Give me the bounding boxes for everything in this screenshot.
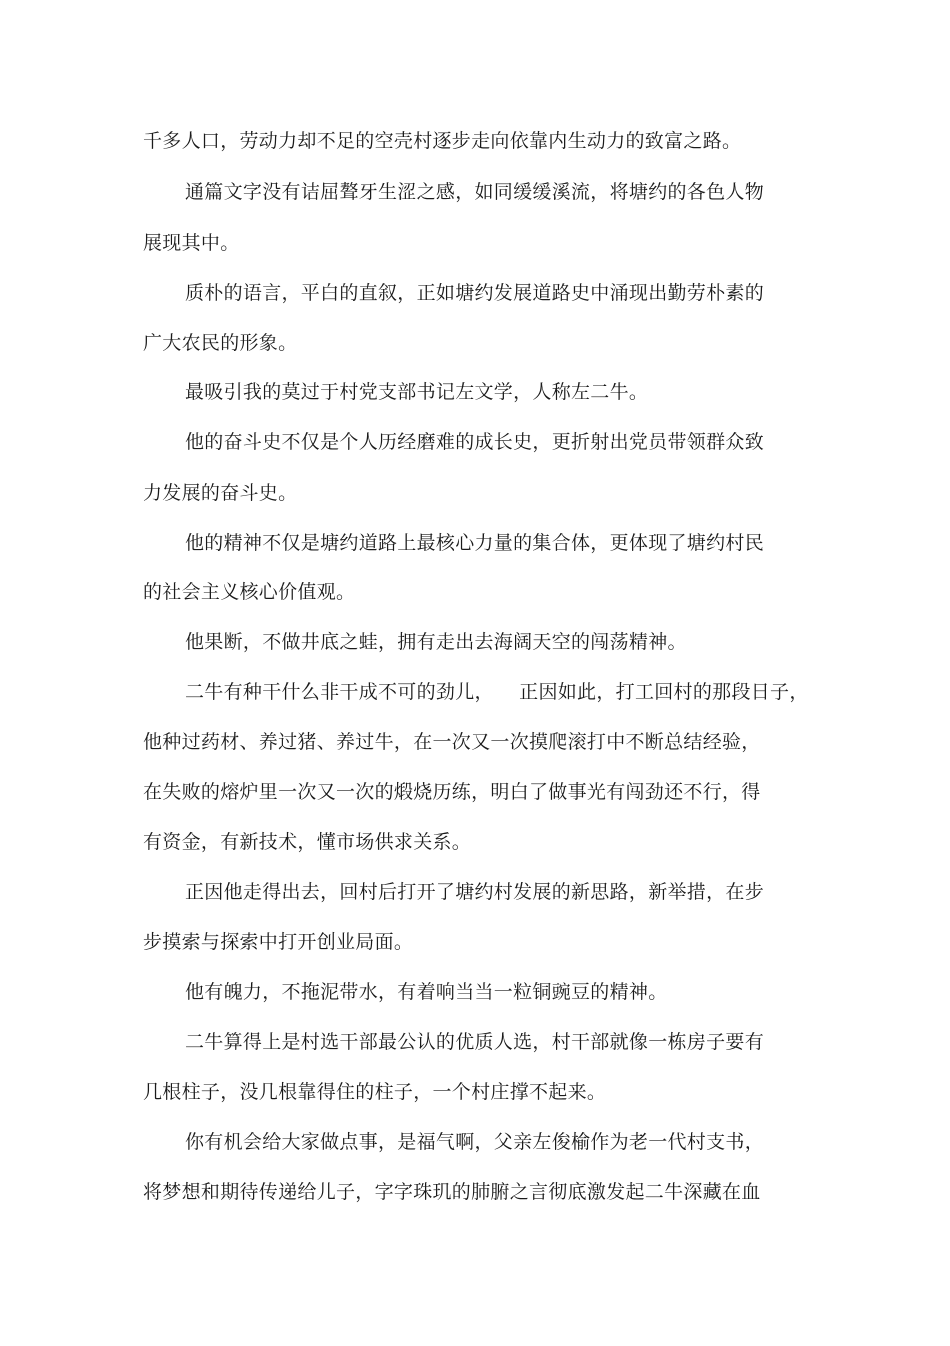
- text-line-7: 他的奋斗史不仅是个人历经磨难的成长史，更折射出党员带领群众致: [185, 431, 765, 453]
- text-line-6: 最吸引我的莫过于村党支部书记左文学，人称左二牛。: [185, 381, 649, 403]
- text-line-21: 你有机会给大家做点事，是福气啊，父亲左俊榆作为老一代村支书，: [185, 1131, 765, 1153]
- text-line-5: 广大农民的形象。: [143, 332, 298, 354]
- text-line-14: 在失败的熔炉里一次又一次的煅烧历练，明白了做事光有闯劲还不行，得: [143, 781, 761, 803]
- text-line-13: 他种过药材、养过猪、养过牛，在一次又一次摸爬滚打中不断总结经验，: [143, 731, 761, 753]
- text-line-19: 二牛算得上是村选干部最公认的优质人选，村干部就像一栋房子要有: [185, 1031, 765, 1053]
- text-line-22: 将梦想和期待传递给儿子，字字珠玑的肺腑之言彻底激发起二牛深藏在血: [143, 1181, 761, 1203]
- text-line-3: 展现其中。: [143, 232, 240, 254]
- text-line-9: 他的精神不仅是塘约道路上最核心力量的集合体，更体现了塘约村民: [185, 532, 765, 554]
- text-line-4: 质朴的语言，平白的直叙，正如塘约发展道路史中涌现出勤劳朴素的: [185, 282, 765, 304]
- text-line-16: 正因他走得出去，回村后打开了塘约村发展的新思路，新举措，在步: [185, 881, 765, 903]
- text-line-18: 他有魄力，不拖泥带水，有着响当当一粒铜豌豆的精神。: [185, 981, 668, 1003]
- text-line-15: 有资金，有新技术，懂市场供求关系。: [143, 831, 472, 853]
- text-line-1: 千多人口，劳动力却不足的空壳村逐步走向依靠内生动力的致富之路。: [143, 130, 742, 152]
- text-line-11: 他果断，不做井底之蛙，拥有走出去海阔天空的闯荡精神。: [185, 631, 687, 653]
- text-line-8: 力发展的奋斗史。: [143, 482, 298, 504]
- text-line-12: 二牛有种干什么非干成不可的劲儿， 正因如此，打工回村的那段日子，: [185, 681, 809, 703]
- text-line-10: 的社会主义核心价值观。: [143, 581, 356, 603]
- text-line-17: 步摸索与探索中打开创业局面。: [143, 931, 414, 953]
- text-line-20: 几根柱子，没几根靠得住的柱子，一个村庄撑不起来。: [143, 1081, 607, 1103]
- text-line-2: 通篇文字没有诘屈聱牙生涩之感，如同缓缓溪流，将塘约的各色人物: [185, 181, 765, 203]
